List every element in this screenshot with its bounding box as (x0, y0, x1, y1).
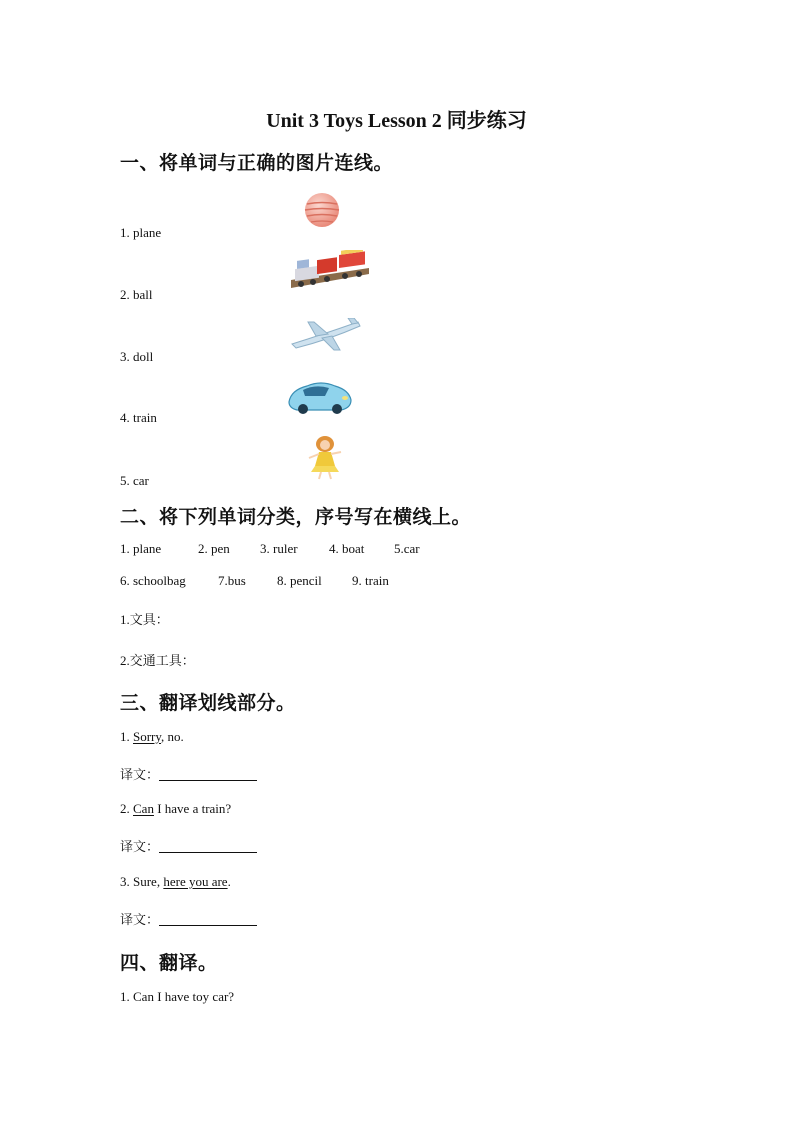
s3-q2-rest: I have a train? (153, 801, 232, 816)
s3-q2-number: 2. (120, 801, 133, 816)
s4-question-1: 1. Can I have toy car? (120, 989, 235, 1004)
s3-q1-rest: , no. (161, 729, 184, 744)
s3-q1-number: 1. (120, 729, 133, 744)
s1-item-2: 2. ball (120, 287, 153, 302)
answer-label: 译文： (120, 839, 160, 854)
answer-blank[interactable] (159, 840, 257, 853)
section2-heading: 二、将下列单词分类，序号写在横线上。 (120, 506, 472, 528)
s1-item-5: 5. car (120, 473, 149, 488)
s2-word: 2. pen (198, 541, 230, 556)
answer-label: 译文： (120, 767, 160, 782)
page-title: Unit 3 Toys Lesson 2 同步练习 (266, 110, 527, 132)
s3-answer-3 (120, 909, 257, 928)
s3-q1-underlined: Sorry (133, 729, 162, 744)
answer-blank[interactable] (159, 768, 257, 781)
s2-word: 7.bus (218, 573, 246, 588)
s3-q3-rest: . (227, 874, 231, 889)
s3-question-2 (120, 801, 231, 817)
s3-question-3 (120, 874, 231, 890)
s2-category-transport: 2.交通工具： (120, 653, 195, 668)
s2-word: 6. schoolbag (120, 573, 186, 588)
s3-q2-underlined: Can (133, 801, 154, 816)
s2-word: 3. ruler (260, 541, 298, 556)
section1-heading: 一、将单词与正确的图片连线。 (120, 152, 394, 174)
car-icon (285, 376, 353, 416)
s3-answer-1 (120, 764, 257, 783)
doll-icon (305, 434, 345, 480)
s2-category-stationery: 1.文具： (120, 612, 169, 627)
s3-question-1 (120, 729, 184, 745)
s1-item-3: 3. doll (120, 349, 154, 364)
plane-icon (288, 318, 362, 352)
answer-blank[interactable] (159, 913, 257, 926)
s3-q3-number: 3. Sure, (120, 874, 164, 889)
s2-word: 9. train (352, 573, 389, 588)
s3-q3-underlined: here you are (163, 874, 228, 889)
s2-word-row-2 (120, 573, 389, 589)
ball-icon (303, 192, 341, 228)
s2-word: 8. pencil (277, 573, 322, 588)
s2-word-row-1 (120, 541, 420, 557)
s1-item-1: 1. plane (120, 225, 162, 240)
s3-answer-2 (120, 836, 257, 855)
s2-word: 1. plane (120, 541, 162, 556)
section3-heading: 三、翻译划线部分。 (120, 692, 296, 714)
answer-label: 译文： (120, 912, 160, 927)
s2-word: 5.car (394, 541, 420, 556)
section4-heading: 四、翻译。 (120, 952, 218, 974)
train-icon (289, 250, 371, 292)
s1-item-4: 4. train (120, 410, 157, 425)
s2-word: 4. boat (329, 541, 365, 556)
